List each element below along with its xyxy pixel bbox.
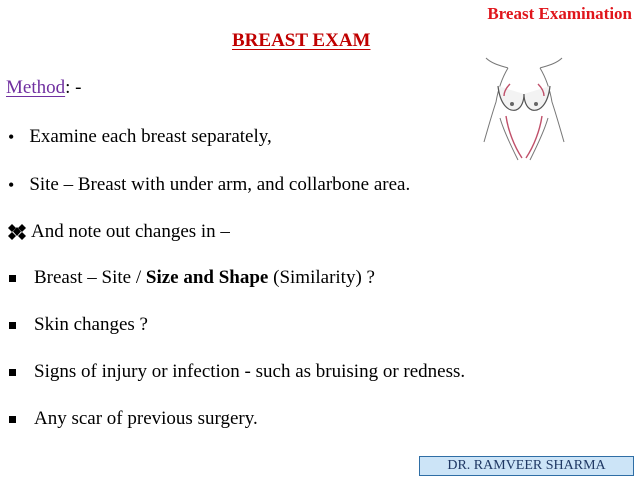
bullet-dot-icon: • <box>8 174 15 195</box>
bullet-text: Skin changes ? <box>34 314 148 335</box>
square-bullet-icon <box>9 322 16 329</box>
bullet-text-bold: Size and Shape <box>145 267 269 288</box>
method-line <box>6 77 81 99</box>
bullet-item <box>6 267 375 289</box>
slide-title: BREAST EXAM <box>232 30 371 51</box>
bullet-text: Any scar of previous surgery. <box>34 408 258 429</box>
bullet-text: And note out changes in – <box>31 221 230 242</box>
bullet-text: Examine each breast separately, <box>29 126 272 147</box>
author-footer: DR. RAMVEER SHARMA <box>419 456 634 476</box>
bullet-text-pre: Breast – Site / <box>34 267 146 288</box>
bullet-item <box>6 408 258 430</box>
method-label: Method <box>6 77 66 98</box>
bullet-item <box>6 126 272 148</box>
square-bullet-icon <box>9 369 16 376</box>
bullet-item <box>6 361 465 383</box>
bullet-text: Site – Breast with under arm, and collarbone area. <box>29 174 411 195</box>
bullet-text: Signs of injury or infection - such as bruising or redness. <box>34 361 466 382</box>
square-bullet-icon <box>9 416 16 423</box>
bullet-dot-icon: • <box>8 126 15 147</box>
bullet-item <box>6 174 410 196</box>
bullet-item <box>6 221 230 243</box>
corner-title: Breast Examination <box>487 4 632 23</box>
torso-sketch-icon <box>478 56 570 162</box>
method-suffix: : - <box>65 77 82 98</box>
bullet-text-post: (Similarity) ? <box>268 267 375 288</box>
diamond-bullet-icon <box>6 223 28 241</box>
square-bullet-icon <box>9 275 16 282</box>
bullet-item <box>6 314 148 336</box>
